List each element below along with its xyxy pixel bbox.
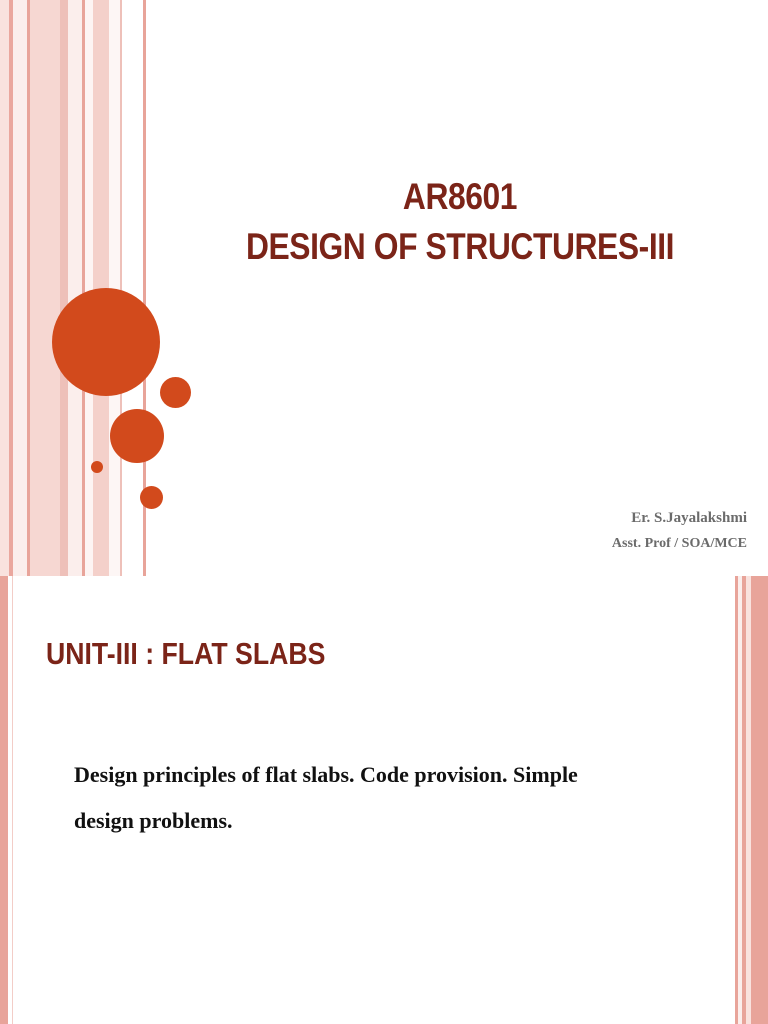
- course-code: AR8601: [402, 176, 518, 217]
- author-name: Er. S.Jayalakshmi: [631, 510, 747, 526]
- left-border-bar: [0, 576, 8, 1024]
- unit-description: [74, 752, 694, 844]
- unit-heading: UNIT-III : FLAT SLABS: [46, 636, 326, 671]
- stripe: [120, 0, 122, 576]
- stripe: [68, 0, 82, 576]
- stripe: [0, 0, 9, 576]
- left-border-line: [12, 576, 13, 1024]
- small-circle-decoration: [160, 377, 191, 408]
- stripe: [751, 576, 768, 1024]
- tiny-circle-decoration: [91, 461, 103, 473]
- medium-circle-decoration: [110, 409, 164, 463]
- decorative-stripes: [0, 0, 160, 576]
- large-circle-decoration: [52, 288, 160, 396]
- course-name: DESIGN OF STRUCTURES-III: [245, 226, 675, 267]
- small-circle-decoration: [140, 486, 163, 509]
- stripe: [85, 0, 93, 576]
- description-line: design problems.: [74, 808, 233, 833]
- stripe: [60, 0, 68, 576]
- unit-slide: [0, 576, 768, 1024]
- stripe: [13, 0, 27, 576]
- author-role: Asst. Prof / SOA/MCE: [611, 536, 747, 551]
- description-line: Design principles of flat slabs. Code provision. Simple: [74, 762, 578, 787]
- stripe: [30, 0, 60, 576]
- author-block: [612, 508, 747, 554]
- slide-title: [202, 172, 718, 272]
